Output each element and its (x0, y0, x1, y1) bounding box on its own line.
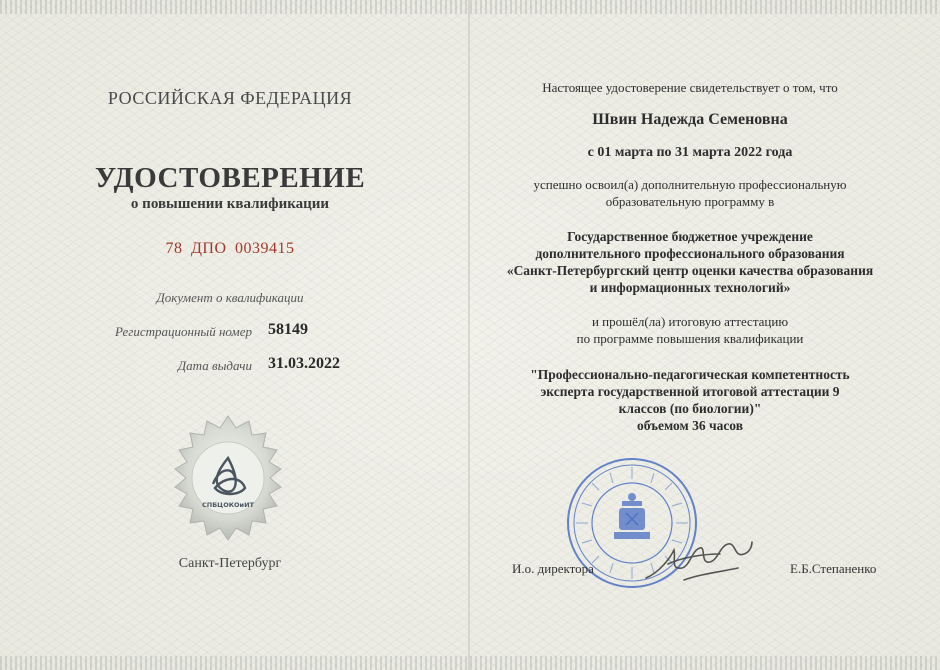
issue-date-value: 31.03.2022 (268, 355, 340, 372)
organization-emblem-seal (163, 412, 293, 542)
document-title: УДОСТОВЕРЕНИЕ (94, 162, 366, 194)
registration-number-label: Регистрационный номер (115, 324, 252, 339)
document-subtitle: о повышении квалификации (130, 196, 330, 212)
text-line: эксперта государственной итоговой аттестации 9 (540, 384, 840, 399)
svg-text:СПБЦОКОиИТ: СПБЦОКОиИТ (202, 501, 254, 509)
director-title: И.о. директора (512, 561, 594, 576)
city-label: Санкт-Петербург (178, 556, 282, 571)
training-period: с 01 марта по 31 марта 2022 года (587, 145, 793, 160)
attestation-text (490, 313, 890, 347)
organization-name (490, 228, 890, 296)
text-line: и информационных технологий» (589, 280, 791, 295)
top-border-pattern (0, 0, 940, 14)
serial-digits: 0039415 (235, 240, 295, 257)
page-fold (468, 0, 470, 670)
text-line: успешно освоил(а) дополнительную профессиональную (533, 177, 847, 192)
program-completion-text (490, 176, 890, 210)
registration-number-value: 58149 (268, 321, 308, 338)
director-signature (640, 528, 760, 588)
program-title (490, 366, 890, 434)
text-line: объемом 36 часов (636, 418, 744, 433)
text-line: классов (по биологии)" (618, 401, 762, 416)
text-line: и прошёл(ла) итоговую аттестацию (591, 314, 789, 329)
certificate-intro-text: Настоящее удостоверение свидетельствует о том, что (542, 80, 838, 95)
serial-number (60, 240, 400, 258)
country-heading: РОССИЙСКАЯ ФЕДЕРАЦИЯ (107, 88, 353, 108)
bottom-border-pattern (0, 656, 940, 670)
director-name: Е.Б.Степаненко (790, 561, 877, 576)
text-line: образовательную программу в (605, 194, 775, 209)
holder-full-name: Швин Надежда Семеновна (592, 111, 788, 128)
text-line: Государственное бюджетное учреждение (567, 229, 813, 244)
text-line: по программе повышения квалификации (576, 331, 804, 346)
text-line: дополнительного профессионального образования (535, 246, 845, 261)
document-type-label: Документ о квалификации (156, 290, 304, 305)
issue-date-label: Дата выдачи (177, 358, 252, 373)
text-line: "Профессионально-педагогическая компетентность (530, 367, 850, 382)
text-line: «Санкт-Петербургский центр оценки качества образования (506, 263, 874, 278)
serial-series: 78 ДПО (165, 240, 227, 257)
